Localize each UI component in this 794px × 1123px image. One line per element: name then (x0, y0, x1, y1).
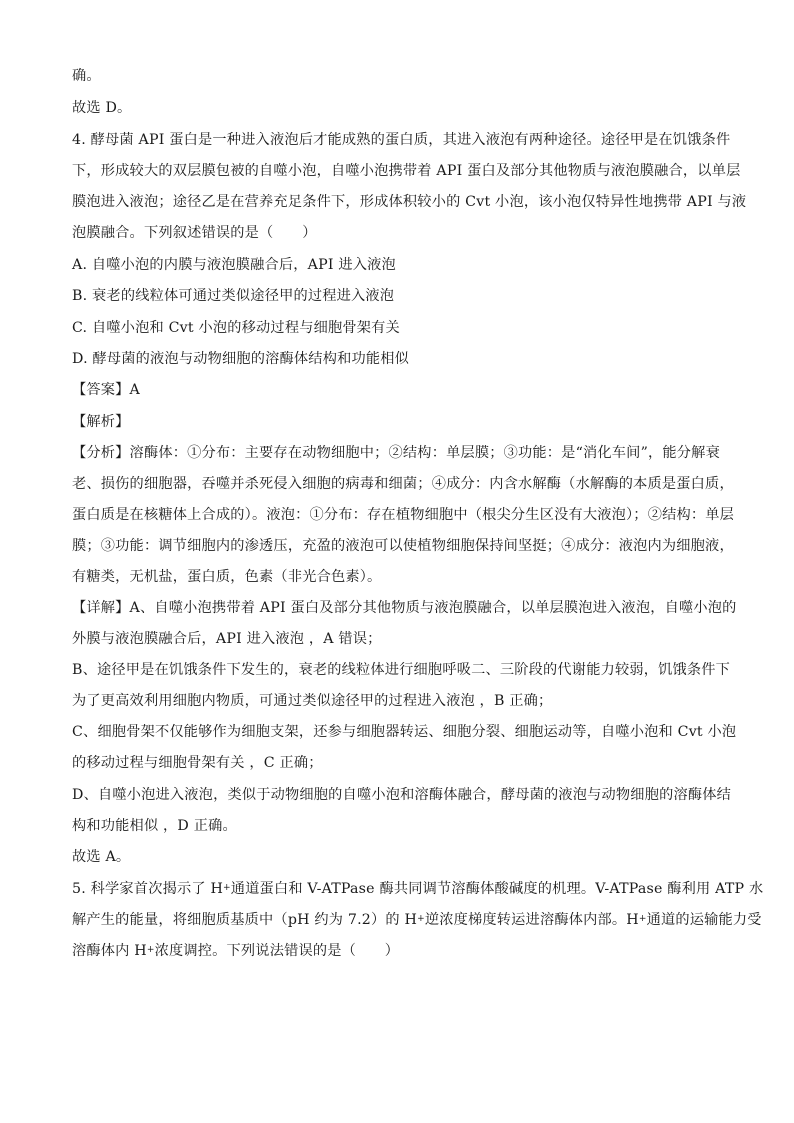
detail-line: 【详解】A、自噬小泡携带着 API 蛋白及部分其他物质与液泡膜融合，以单层膜泡进入液泡，自噬小泡的 (72, 600, 737, 616)
question-5-line: 解产生的能量，将细胞质基质中（pH 约为 7.2）的 H+逆浓度梯度转运进溶酶体内部。H+通道的运输能力受 (72, 912, 762, 928)
analysis-line: 膜；③功能：调节细胞内的渗透压，充盈的液泡可以使植物细胞保持间坚挺；④成分：液泡内为细胞液， (72, 538, 734, 554)
detail-line: B、途径甲是在饥饿条件下发生的，衰老的线粒体进行细胞呼吸二、三阶段的代谢能力较弱，饥饿条件下 (72, 662, 731, 678)
option-b: B. 衰老的线粒体可通过类似途径甲的过程进入液泡 (72, 288, 395, 304)
detail-line: 的移动过程与细胞骨架有关 ，C 正确； (72, 755, 323, 771)
analysis-label: 【解析】 (72, 414, 130, 430)
option-a: A. 自噬小泡的内膜与液泡膜融合后，API 进入液泡 (72, 257, 396, 273)
answer-label: 【答案】A (72, 382, 140, 398)
conclusion-line: 故选 A。 (72, 849, 131, 865)
question-4-line: 4. 酵母菌 API 蛋白是一种进入液泡后才能成熟的蛋白质，其进入液泡有两种途径。途径甲是在饥饿条件 (72, 132, 731, 148)
detail-line: 构和功能相似 ，D 正确。 (72, 818, 237, 834)
analysis-line: 蛋白质是在核糖体上合成的）。液泡：①分布：存在植物细胞中（根尖分生区没有大液泡）；②结构：单层 (72, 507, 735, 523)
analysis-line: 【分析】溶酶体：①分布：主要存在动物细胞中；②结构：单层膜；③功能：是“消化车间”，能分解衰 (72, 445, 720, 461)
analysis-line: 有糖类，无机盐，蛋白质，色素（非光合色素）。 (72, 569, 382, 585)
question-4-line: 下，形成较大的双层膜包被的自噬小泡，自噬小泡携带着 API 蛋白及部分其他物质与液泡膜融合，以单层 (72, 163, 741, 179)
question-4-line: 膜泡进入液泡；途径乙是在营养充足条件下，形成体积较小的 Cvt 小泡，该小泡仅特异性地携带 API 与液 (72, 194, 747, 210)
question-5-line: 5. 科学家首次揭示了 H+通道蛋白和 V-ATPase 酶共同调节溶酶体酸碱度的机理。V-ATPase 酶利用 ATP 水 (72, 881, 764, 897)
text-line: 故选 D。 (72, 100, 132, 116)
question-4-line: 泡膜融合。下列叙述错误的是（ ） (72, 225, 317, 241)
question-5-line: 溶酶体内 H+浓度调控。下列说法错误的是（ ） (72, 943, 400, 959)
detail-line: C、细胞骨架不仅能够作为细胞支架，还参与细胞器转运、细胞分裂、细胞运动等，自噬小泡和 Cvt 小泡 (72, 724, 737, 740)
text-line: 确。 (72, 68, 101, 84)
option-c: C. 自噬小泡和 Cvt 小泡的移动过程与细胞骨架有关 (72, 320, 400, 336)
detail-line: 为了更高效利用细胞内物质，可通过类似途径甲的过程进入液泡 ，B 正确； (72, 693, 553, 709)
detail-line: D、自噬小泡进入液泡，类似于动物细胞的自噬小泡和溶酶体融合，酵母菌的液泡与动物细胞的溶酶体结 (72, 787, 732, 803)
analysis-line: 老、损伤的细胞器，吞噬并杀死侵入细胞的病毒和细菌；④成分：内含水解酶（水解酶的本质是蛋白质， (72, 476, 734, 492)
option-d: D. 酵母菌的液泡与动物细胞的溶酶体结构和功能相似 (72, 351, 410, 367)
detail-line: 外膜与液泡膜融合后，API 进入液泡 ，A 错误； (72, 631, 382, 647)
